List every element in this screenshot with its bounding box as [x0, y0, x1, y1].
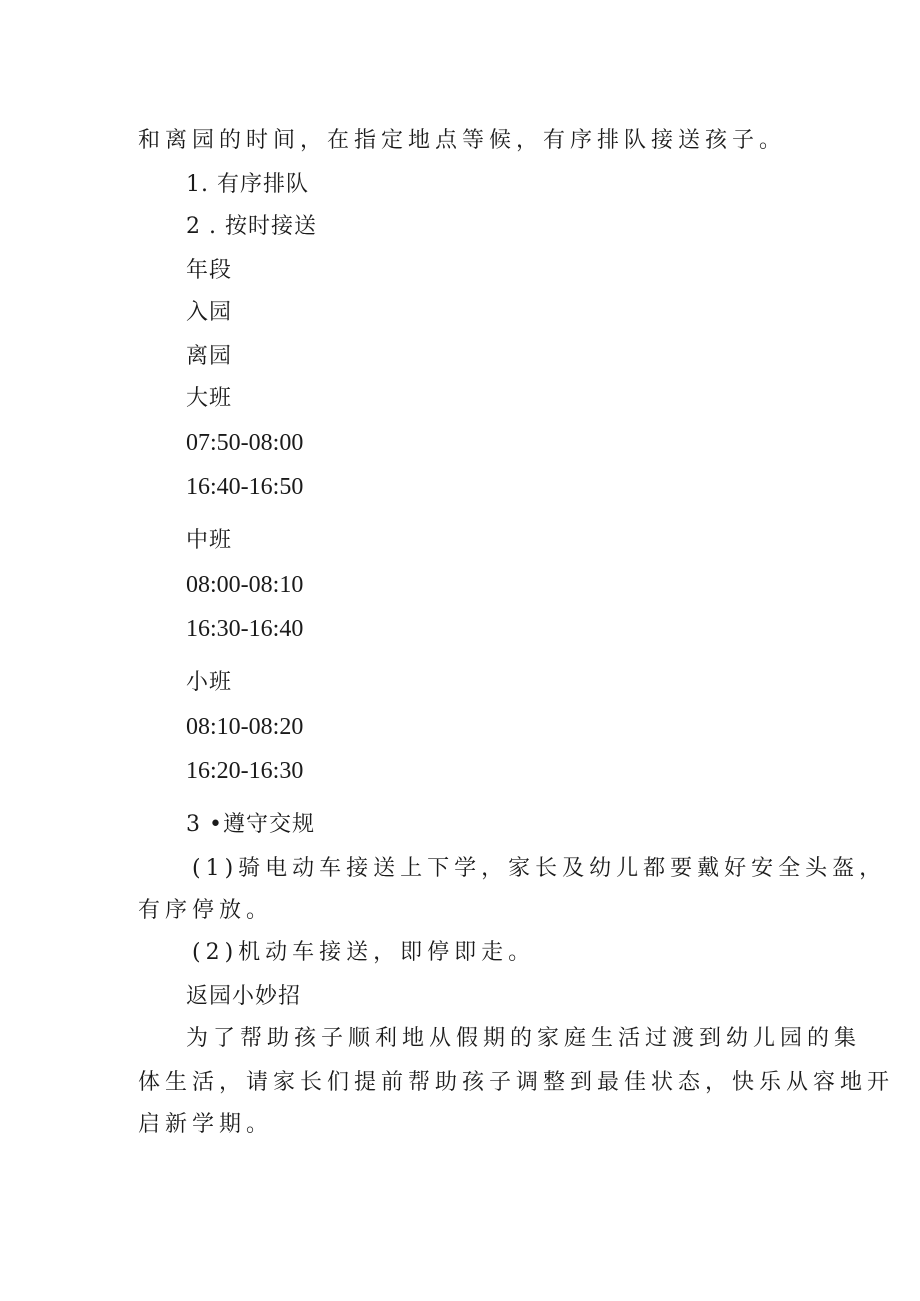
table-header-leave: 离园 [186, 344, 233, 369]
item-2-heading: 2 . 按时接送 [186, 214, 317, 239]
table-row-arrive-time: 08:10-08:20 [186, 714, 304, 740]
table-row-grade: 中班 [186, 528, 233, 553]
closing-paragraph-line-1: 为了帮助孩子顺利地从假期的家庭生活过渡到幼儿园的集 [186, 1026, 862, 1051]
item-1-heading: 1. 有序排队 [186, 172, 309, 197]
section-title: 返园小妙招 [186, 984, 302, 1009]
closing-paragraph-line-3: 启新学期。 [138, 1112, 274, 1137]
table-row-arrive-time: 08:00-08:10 [186, 572, 304, 598]
table-row-leave-time: 16:40-16:50 [186, 474, 304, 500]
table-row-leave-time: 16:30-16:40 [186, 616, 304, 642]
rule-1-line-2: 有序停放。 [138, 898, 274, 923]
table-header-grade: 年段 [186, 258, 233, 283]
rule-2: (2)机动车接送，即停即走。 [192, 940, 536, 965]
closing-paragraph-line-2: 体生活，请家长们提前帮助孩子调整到最佳状态，快乐从容地开 [138, 1070, 895, 1095]
intro-continuation: 和离园的时间，在指定地点等候，有序排队接送孩子。 [138, 128, 787, 153]
table-header-arrive: 入园 [186, 300, 233, 325]
table-row-leave-time: 16:20-16:30 [186, 758, 304, 784]
table-row-grade: 大班 [186, 386, 233, 411]
table-row-grade: 小班 [186, 670, 233, 695]
item-3-heading: 3 •遵守交规 [186, 812, 315, 837]
table-row-arrive-time: 07:50-08:00 [186, 430, 304, 456]
rule-1-line-1: (1)骑电动车接送上下学，家长及幼儿都要戴好安全头盔， [192, 856, 887, 881]
